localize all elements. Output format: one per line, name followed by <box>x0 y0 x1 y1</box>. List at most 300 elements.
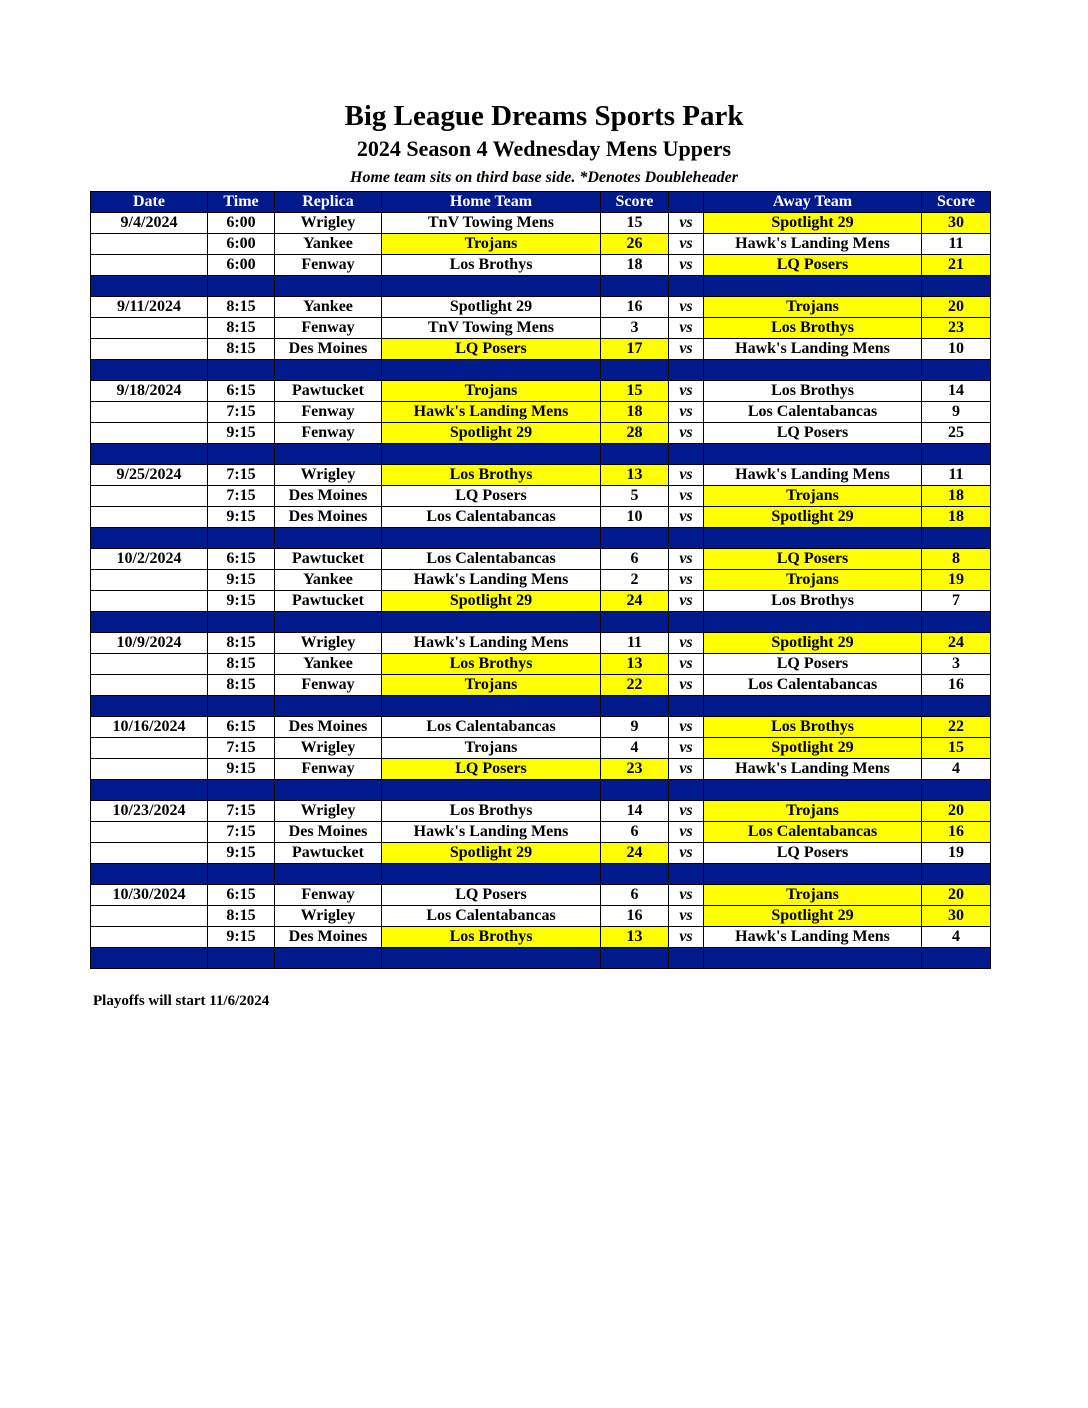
time-cell: 7:15 <box>208 465 275 486</box>
separator-cell <box>601 780 669 801</box>
away-score-cell: 11 <box>922 234 991 255</box>
replica-cell: Wrigley <box>275 906 382 927</box>
time-cell: 8:15 <box>208 906 275 927</box>
replica-cell: Wrigley <box>275 633 382 654</box>
time-cell: 8:15 <box>208 339 275 360</box>
replica-cell: Wrigley <box>275 465 382 486</box>
vs-cell: vs <box>669 822 704 843</box>
separator-cell <box>601 444 669 465</box>
separator-cell <box>704 696 922 717</box>
vs-cell: vs <box>669 759 704 780</box>
separator-cell <box>208 696 275 717</box>
vs-cell: vs <box>669 738 704 759</box>
separator-cell <box>704 444 922 465</box>
game-row <box>91 213 991 234</box>
time-cell: 6:15 <box>208 717 275 738</box>
replica-cell: Des Moines <box>275 507 382 528</box>
date-cell <box>91 234 208 255</box>
vs-cell: vs <box>669 549 704 570</box>
away-score-cell: 15 <box>922 738 991 759</box>
separator-cell <box>601 276 669 297</box>
home-score-cell: 6 <box>601 885 669 906</box>
game-row <box>91 885 991 906</box>
week-separator-row <box>91 696 991 717</box>
separator-cell <box>669 612 704 633</box>
separator-cell <box>669 780 704 801</box>
away-score-cell: 8 <box>922 549 991 570</box>
away-score-cell: 11 <box>922 465 991 486</box>
separator-cell <box>91 276 208 297</box>
separator-cell <box>922 444 991 465</box>
home-score-cell: 16 <box>601 297 669 318</box>
home-score-cell: 5 <box>601 486 669 507</box>
vs-cell: vs <box>669 591 704 612</box>
separator-cell <box>208 612 275 633</box>
home-team-cell: Trojans <box>382 234 601 255</box>
replica-cell: Fenway <box>275 318 382 339</box>
column-header-away-team: Away Team <box>704 192 922 213</box>
game-row <box>91 675 991 696</box>
vs-cell: vs <box>669 381 704 402</box>
time-cell: 7:15 <box>208 822 275 843</box>
separator-cell <box>669 528 704 549</box>
home-team-note: Home team sits on third base side. *Denotes Doubleheader <box>350 169 738 186</box>
replica-cell: Wrigley <box>275 801 382 822</box>
game-row <box>91 570 991 591</box>
date-cell <box>91 591 208 612</box>
week-separator-row <box>91 360 991 381</box>
away-team-cell: Hawk's Landing Mens <box>704 465 922 486</box>
home-team-cell: Los Brothys <box>382 654 601 675</box>
separator-cell <box>91 528 208 549</box>
separator-cell <box>601 360 669 381</box>
away-team-cell: Spotlight 29 <box>704 633 922 654</box>
date-cell: 9/18/2024 <box>91 381 208 402</box>
vs-cell: vs <box>669 297 704 318</box>
week-separator-row <box>91 276 991 297</box>
date-cell <box>91 675 208 696</box>
vs-cell: vs <box>669 654 704 675</box>
separator-cell <box>922 612 991 633</box>
date-cell: 10/16/2024 <box>91 717 208 738</box>
home-team-cell: Spotlight 29 <box>382 591 601 612</box>
separator-cell <box>601 696 669 717</box>
home-score-cell: 16 <box>601 906 669 927</box>
away-score-cell: 4 <box>922 927 991 948</box>
home-score-cell: 22 <box>601 675 669 696</box>
away-score-cell: 30 <box>922 906 991 927</box>
away-score-cell: 22 <box>922 717 991 738</box>
separator-cell <box>669 864 704 885</box>
away-score-cell: 20 <box>922 885 991 906</box>
away-score-cell: 16 <box>922 822 991 843</box>
game-row <box>91 402 991 423</box>
home-team-cell: Los Calentabancas <box>382 717 601 738</box>
replica-cell: Des Moines <box>275 927 382 948</box>
date-cell <box>91 339 208 360</box>
home-team-cell: LQ Posers <box>382 759 601 780</box>
separator-cell <box>382 864 601 885</box>
game-row <box>91 465 991 486</box>
home-team-cell: Hawk's Landing Mens <box>382 402 601 423</box>
separator-cell <box>382 360 601 381</box>
separator-cell <box>91 780 208 801</box>
separator-cell <box>382 444 601 465</box>
date-cell <box>91 486 208 507</box>
vs-cell: vs <box>669 633 704 654</box>
separator-cell <box>601 948 669 969</box>
separator-cell <box>208 948 275 969</box>
date-cell <box>91 927 208 948</box>
away-team-cell: Hawk's Landing Mens <box>704 339 922 360</box>
home-team-cell: TnV Towing Mens <box>382 213 601 234</box>
away-team-cell: Spotlight 29 <box>704 906 922 927</box>
time-cell: 9:15 <box>208 843 275 864</box>
game-row <box>91 339 991 360</box>
separator-cell <box>91 360 208 381</box>
away-team-cell: Spotlight 29 <box>704 507 922 528</box>
away-score-cell: 20 <box>922 801 991 822</box>
separator-cell <box>922 528 991 549</box>
separator-cell <box>922 864 991 885</box>
separator-cell <box>91 948 208 969</box>
game-row <box>91 486 991 507</box>
home-team-cell: Los Brothys <box>382 927 601 948</box>
home-score-cell: 6 <box>601 549 669 570</box>
separator-cell <box>382 612 601 633</box>
away-score-cell: 4 <box>922 759 991 780</box>
vs-cell: vs <box>669 423 704 444</box>
home-team-cell: Los Brothys <box>382 801 601 822</box>
date-cell: 9/11/2024 <box>91 297 208 318</box>
date-cell <box>91 423 208 444</box>
home-score-cell: 15 <box>601 381 669 402</box>
separator-cell <box>275 696 382 717</box>
time-cell: 6:15 <box>208 381 275 402</box>
schedule-body <box>91 213 991 969</box>
time-cell: 6:15 <box>208 549 275 570</box>
date-cell <box>91 759 208 780</box>
game-row <box>91 738 991 759</box>
column-header-home-score: Score <box>601 192 669 213</box>
separator-cell <box>382 780 601 801</box>
separator-cell <box>208 528 275 549</box>
away-team-cell: Los Calentabancas <box>704 822 922 843</box>
separator-cell <box>91 696 208 717</box>
time-cell: 6:00 <box>208 234 275 255</box>
away-score-cell: 3 <box>922 654 991 675</box>
home-team-cell: Trojans <box>382 381 601 402</box>
time-cell: 8:15 <box>208 675 275 696</box>
home-team-cell: TnV Towing Mens <box>382 318 601 339</box>
away-score-cell: 16 <box>922 675 991 696</box>
game-row <box>91 843 991 864</box>
week-separator-row <box>91 780 991 801</box>
separator-cell <box>382 528 601 549</box>
home-score-cell: 15 <box>601 213 669 234</box>
separator-cell <box>382 696 601 717</box>
vs-cell: vs <box>669 465 704 486</box>
replica-cell: Pawtucket <box>275 381 382 402</box>
away-team-cell: LQ Posers <box>704 423 922 444</box>
game-row <box>91 318 991 339</box>
replica-cell: Des Moines <box>275 486 382 507</box>
away-score-cell: 19 <box>922 843 991 864</box>
date-cell <box>91 822 208 843</box>
away-score-cell: 18 <box>922 486 991 507</box>
week-separator-row <box>91 948 991 969</box>
separator-cell <box>382 948 601 969</box>
home-score-cell: 13 <box>601 465 669 486</box>
game-row <box>91 822 991 843</box>
home-team-cell: Los Brothys <box>382 255 601 276</box>
away-team-cell: LQ Posers <box>704 255 922 276</box>
separator-cell <box>275 528 382 549</box>
separator-cell <box>275 612 382 633</box>
vs-cell: vs <box>669 906 704 927</box>
separator-cell <box>601 864 669 885</box>
week-separator-row <box>91 864 991 885</box>
date-cell <box>91 738 208 759</box>
home-score-cell: 26 <box>601 234 669 255</box>
separator-cell <box>382 276 601 297</box>
home-score-cell: 17 <box>601 339 669 360</box>
game-row <box>91 906 991 927</box>
away-team-cell: Trojans <box>704 486 922 507</box>
home-score-cell: 13 <box>601 927 669 948</box>
home-team-cell: LQ Posers <box>382 885 601 906</box>
separator-cell <box>91 612 208 633</box>
replica-cell: Wrigley <box>275 738 382 759</box>
separator-cell <box>669 276 704 297</box>
game-row <box>91 633 991 654</box>
home-team-cell: Hawk's Landing Mens <box>382 822 601 843</box>
away-team-cell: LQ Posers <box>704 549 922 570</box>
home-team-cell: Los Calentabancas <box>382 906 601 927</box>
home-team-cell: Spotlight 29 <box>382 843 601 864</box>
replica-cell: Pawtucket <box>275 591 382 612</box>
separator-cell <box>601 528 669 549</box>
home-score-cell: 6 <box>601 822 669 843</box>
away-team-cell: Los Calentabancas <box>704 675 922 696</box>
separator-cell <box>669 696 704 717</box>
vs-cell: vs <box>669 717 704 738</box>
home-score-cell: 11 <box>601 633 669 654</box>
page-title: Big League Dreams Sports Park <box>344 100 744 132</box>
replica-cell: Fenway <box>275 402 382 423</box>
time-cell: 8:15 <box>208 318 275 339</box>
home-team-cell: Trojans <box>382 738 601 759</box>
vs-cell: vs <box>669 570 704 591</box>
date-cell <box>91 255 208 276</box>
time-cell: 8:15 <box>208 633 275 654</box>
away-team-cell: Trojans <box>704 570 922 591</box>
separator-cell <box>704 612 922 633</box>
separator-cell <box>704 276 922 297</box>
date-cell <box>91 843 208 864</box>
time-cell: 7:15 <box>208 738 275 759</box>
away-team-cell: Hawk's Landing Mens <box>704 234 922 255</box>
home-team-cell: Hawk's Landing Mens <box>382 570 601 591</box>
game-row <box>91 381 991 402</box>
away-team-cell: Los Brothys <box>704 381 922 402</box>
home-score-cell: 4 <box>601 738 669 759</box>
home-score-cell: 2 <box>601 570 669 591</box>
vs-cell: vs <box>669 318 704 339</box>
separator-cell <box>91 864 208 885</box>
vs-cell: vs <box>669 927 704 948</box>
home-score-cell: 24 <box>601 591 669 612</box>
home-score-cell: 9 <box>601 717 669 738</box>
home-team-cell: Spotlight 29 <box>382 297 601 318</box>
away-score-cell: 10 <box>922 339 991 360</box>
away-team-cell: Trojans <box>704 885 922 906</box>
separator-cell <box>922 360 991 381</box>
replica-cell: Wrigley <box>275 213 382 234</box>
time-cell: 9:15 <box>208 423 275 444</box>
week-separator-row <box>91 612 991 633</box>
home-team-cell: Hawk's Landing Mens <box>382 633 601 654</box>
date-cell: 10/9/2024 <box>91 633 208 654</box>
page-subtitle: 2024 Season 4 Wednesday Mens Uppers <box>356 136 732 161</box>
replica-cell: Fenway <box>275 675 382 696</box>
week-separator-row <box>91 528 991 549</box>
time-cell: 9:15 <box>208 507 275 528</box>
away-score-cell: 18 <box>922 507 991 528</box>
date-cell <box>91 318 208 339</box>
vs-cell: vs <box>669 885 704 906</box>
home-team-cell: LQ Posers <box>382 486 601 507</box>
separator-cell <box>601 612 669 633</box>
game-row <box>91 549 991 570</box>
time-cell: 7:15 <box>208 801 275 822</box>
home-team-cell: LQ Posers <box>382 339 601 360</box>
home-score-cell: 3 <box>601 318 669 339</box>
separator-cell <box>208 276 275 297</box>
time-cell: 8:15 <box>208 297 275 318</box>
time-cell: 6:00 <box>208 255 275 276</box>
separator-cell <box>208 864 275 885</box>
time-cell: 6:00 <box>208 213 275 234</box>
away-team-cell: Los Calentabancas <box>704 402 922 423</box>
separator-cell <box>704 528 922 549</box>
vs-cell: vs <box>669 402 704 423</box>
away-score-cell: 30 <box>922 213 991 234</box>
time-cell: 9:15 <box>208 927 275 948</box>
date-cell <box>91 654 208 675</box>
away-score-cell: 24 <box>922 633 991 654</box>
column-header-vs <box>669 192 704 213</box>
game-row <box>91 654 991 675</box>
replica-cell: Yankee <box>275 234 382 255</box>
column-header-time: Time <box>208 192 275 213</box>
separator-cell <box>275 780 382 801</box>
away-team-cell: Los Brothys <box>704 717 922 738</box>
separator-cell <box>922 948 991 969</box>
vs-cell: vs <box>669 255 704 276</box>
away-team-cell: LQ Posers <box>704 843 922 864</box>
home-score-cell: 14 <box>601 801 669 822</box>
playoffs-note: Playoffs will start 11/6/2024 <box>93 993 270 1009</box>
game-row <box>91 591 991 612</box>
game-row <box>91 801 991 822</box>
home-score-cell: 13 <box>601 654 669 675</box>
column-header-home-team: Home Team <box>382 192 601 213</box>
home-team-cell: Los Calentabancas <box>382 549 601 570</box>
column-header-date: Date <box>91 192 208 213</box>
date-cell <box>91 402 208 423</box>
home-score-cell: 28 <box>601 423 669 444</box>
replica-cell: Des Moines <box>275 339 382 360</box>
away-score-cell: 20 <box>922 297 991 318</box>
date-cell: 9/4/2024 <box>91 213 208 234</box>
home-score-cell: 18 <box>601 255 669 276</box>
time-cell: 8:15 <box>208 654 275 675</box>
away-score-cell: 7 <box>922 591 991 612</box>
home-team-cell: Spotlight 29 <box>382 423 601 444</box>
replica-cell: Pawtucket <box>275 843 382 864</box>
away-score-cell: 14 <box>922 381 991 402</box>
date-cell: 10/2/2024 <box>91 549 208 570</box>
separator-cell <box>275 360 382 381</box>
separator-cell <box>275 444 382 465</box>
replica-cell: Des Moines <box>275 717 382 738</box>
game-row <box>91 423 991 444</box>
time-cell: 9:15 <box>208 591 275 612</box>
separator-cell <box>669 444 704 465</box>
game-row <box>91 507 991 528</box>
away-score-cell: 19 <box>922 570 991 591</box>
separator-cell <box>275 864 382 885</box>
home-team-cell: Trojans <box>382 675 601 696</box>
home-team-cell: Los Calentabancas <box>382 507 601 528</box>
replica-cell: Yankee <box>275 297 382 318</box>
game-row <box>91 927 991 948</box>
column-header-away-score: Score <box>922 192 991 213</box>
game-row <box>91 717 991 738</box>
away-score-cell: 21 <box>922 255 991 276</box>
schedule-table <box>90 191 991 969</box>
date-cell <box>91 570 208 591</box>
vs-cell: vs <box>669 801 704 822</box>
away-team-cell: Spotlight 29 <box>704 213 922 234</box>
separator-cell <box>669 948 704 969</box>
away-team-cell: Hawk's Landing Mens <box>704 759 922 780</box>
home-team-cell: Los Brothys <box>382 465 601 486</box>
vs-cell: vs <box>669 507 704 528</box>
game-row <box>91 297 991 318</box>
home-score-cell: 18 <box>601 402 669 423</box>
vs-cell: vs <box>669 339 704 360</box>
vs-cell: vs <box>669 675 704 696</box>
time-cell: 9:15 <box>208 570 275 591</box>
separator-cell <box>275 948 382 969</box>
separator-cell <box>208 444 275 465</box>
replica-cell: Fenway <box>275 885 382 906</box>
away-team-cell: LQ Posers <box>704 654 922 675</box>
home-score-cell: 24 <box>601 843 669 864</box>
replica-cell: Fenway <box>275 423 382 444</box>
separator-cell <box>922 276 991 297</box>
game-row <box>91 759 991 780</box>
separator-cell <box>208 780 275 801</box>
header-row <box>91 192 991 213</box>
separator-cell <box>669 360 704 381</box>
replica-cell: Des Moines <box>275 822 382 843</box>
away-score-cell: 9 <box>922 402 991 423</box>
time-cell: 7:15 <box>208 402 275 423</box>
away-team-cell: Trojans <box>704 801 922 822</box>
